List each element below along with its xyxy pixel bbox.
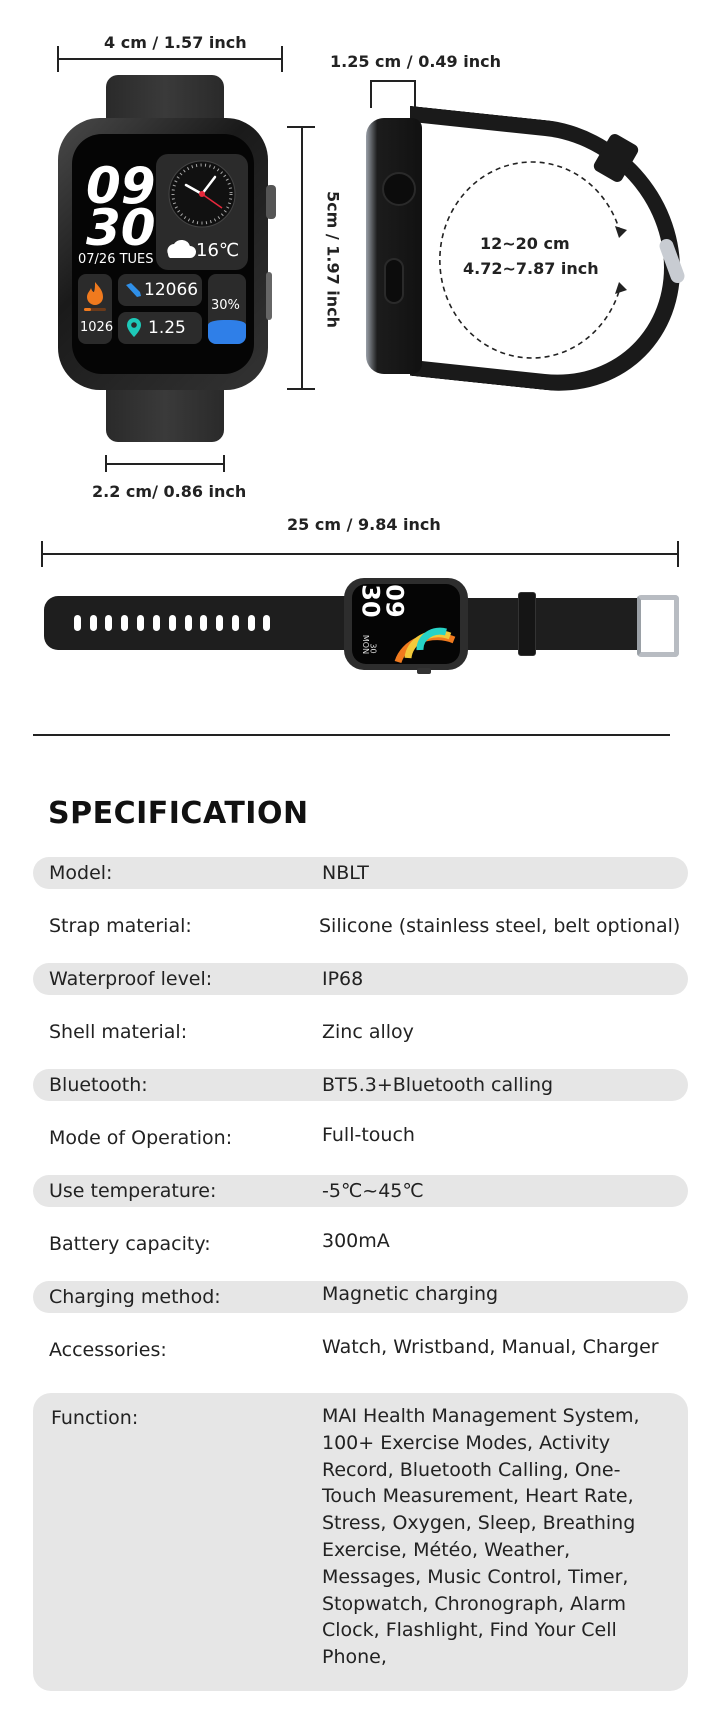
case-width-label: 4 cm / 1.57 inch — [104, 33, 247, 52]
spec-row-model — [33, 857, 688, 889]
spec-value: -5℃~45℃ — [322, 1180, 424, 1202]
spec-row-use-temperature — [33, 1175, 688, 1207]
spec-row-waterproof — [33, 963, 688, 995]
spec-value: Silicone (stainless steel, belt optional) — [319, 915, 681, 937]
spec-row-shell-material — [33, 1016, 688, 1048]
strap-width-line — [105, 463, 225, 465]
spec-value: 300mA — [322, 1230, 390, 1252]
spec-label: Shell material: — [49, 1021, 188, 1043]
spec-value: Watch, Wristband, Manual, Charger — [322, 1336, 659, 1358]
spec-row-bluetooth — [33, 1069, 688, 1101]
total-length-label: 25 cm / 9.84 inch — [287, 515, 441, 534]
flat-strap-loop — [518, 592, 536, 656]
thickness-bracket — [370, 80, 416, 82]
flat-minute-wrap — [356, 584, 385, 618]
crown — [266, 185, 276, 219]
spec-label: Battery capacity: — [49, 1233, 211, 1255]
spec-label: Waterproof level: — [49, 968, 213, 990]
spec-label: Use temperature: — [49, 1180, 217, 1202]
clock-tile — [156, 154, 248, 270]
flat-side-button — [417, 668, 431, 674]
case-thickness-label: 1.25 cm / 0.49 inch — [330, 52, 501, 71]
dim-tick — [287, 388, 315, 390]
battery-tile — [208, 274, 246, 344]
side-case — [366, 118, 422, 374]
wrist-range-inch: 4.72~7.87 inch — [463, 259, 599, 278]
spec-row-strap-material — [33, 910, 688, 942]
spec-value: Magnetic charging — [322, 1283, 499, 1305]
spec-value: Full-touch — [322, 1124, 415, 1146]
dim-tick — [370, 80, 372, 108]
dim-tick — [677, 541, 679, 567]
hour: 09 — [86, 157, 156, 215]
date: 07/26 TUES — [78, 252, 154, 267]
dim-tick — [57, 46, 59, 72]
section-divider — [33, 734, 670, 736]
calories: 1026 — [80, 320, 114, 335]
spec-label: Mode of Operation: — [49, 1127, 233, 1149]
steps: 12066 — [144, 280, 199, 300]
wrist-range-cm: 12~20 cm — [480, 234, 570, 253]
side-button — [266, 272, 272, 320]
flat-buckle — [637, 595, 679, 657]
dim-tick — [41, 541, 43, 567]
shoe-icon — [122, 274, 144, 306]
spec-value: NBLT — [322, 862, 369, 884]
spec-label: Function: — [51, 1407, 139, 1429]
location-pin-icon — [124, 312, 146, 344]
spec-row-function — [33, 1393, 688, 1691]
dim-tick — [287, 126, 315, 128]
distance-tile — [118, 312, 202, 344]
spec-row-mode-of-operation — [33, 1122, 688, 1154]
cloud-icon — [167, 240, 196, 258]
steps-tile — [118, 274, 202, 306]
spec-value: IP68 — [322, 968, 364, 990]
case-height-label: 5cm / 1.97 inch — [323, 190, 343, 329]
flame-icon — [78, 274, 112, 314]
flat-day: 30 — [368, 643, 378, 654]
spec-label: Model: — [49, 862, 113, 884]
spec-title: SPECIFICATION — [48, 796, 309, 831]
activity-rings-icon — [388, 614, 458, 664]
flat-weekday: MON — [361, 634, 371, 655]
strap-width-label: 2.2 cm/ 0.86 inch — [92, 482, 247, 501]
flat-minute: 30 — [356, 584, 385, 618]
spec-row-charging-method — [33, 1281, 688, 1313]
spec-label: Charging method: — [49, 1286, 221, 1308]
flat-time — [380, 584, 409, 618]
temperature: 16℃ — [196, 240, 240, 261]
minute: 30 — [86, 199, 156, 257]
dim-tick — [414, 80, 416, 108]
dim-tick — [281, 46, 283, 72]
flat-watch-screen — [352, 584, 460, 664]
watch-screen — [72, 134, 254, 374]
spec-value: MAI Health Management System, 100+ Exercise Modes, Activity Record, Bluetooth Calling, One-Touch Measurement, Heart Rate, Stress, Oxygen, Sleep, Breathing Exercise, Météo, Weather, Messages, Music Control, Timer, Stopwatch, Chronograph, Alarm Clock, Flashlight, Find Your Cell Phone, — [322, 1405, 640, 1669]
distance: 1.25 — [148, 318, 186, 338]
spec-label: Bluetooth: — [49, 1074, 148, 1096]
flat-hour: 09 — [380, 584, 409, 618]
spec-value: Zinc alloy — [322, 1021, 414, 1043]
battery-level — [208, 320, 246, 344]
spec-row-battery-capacity — [33, 1228, 688, 1260]
dim-tick — [223, 455, 225, 472]
battery: 30% — [211, 298, 240, 313]
flat-strap-short — [460, 598, 640, 650]
spec-value: BT5.3+Bluetooth calling — [322, 1074, 554, 1096]
total-length-line — [42, 553, 678, 555]
dim-tick — [105, 455, 107, 472]
calorie-tile — [78, 274, 112, 344]
bottom-strap — [106, 386, 224, 442]
case-width-line — [57, 58, 283, 60]
spec-label: Accessories: — [49, 1339, 167, 1361]
side-button — [384, 258, 404, 304]
spec-label: Strap material: — [49, 915, 192, 937]
side-crown — [382, 172, 416, 206]
case-height-line — [301, 126, 303, 390]
spec-row-accessories — [33, 1334, 688, 1366]
